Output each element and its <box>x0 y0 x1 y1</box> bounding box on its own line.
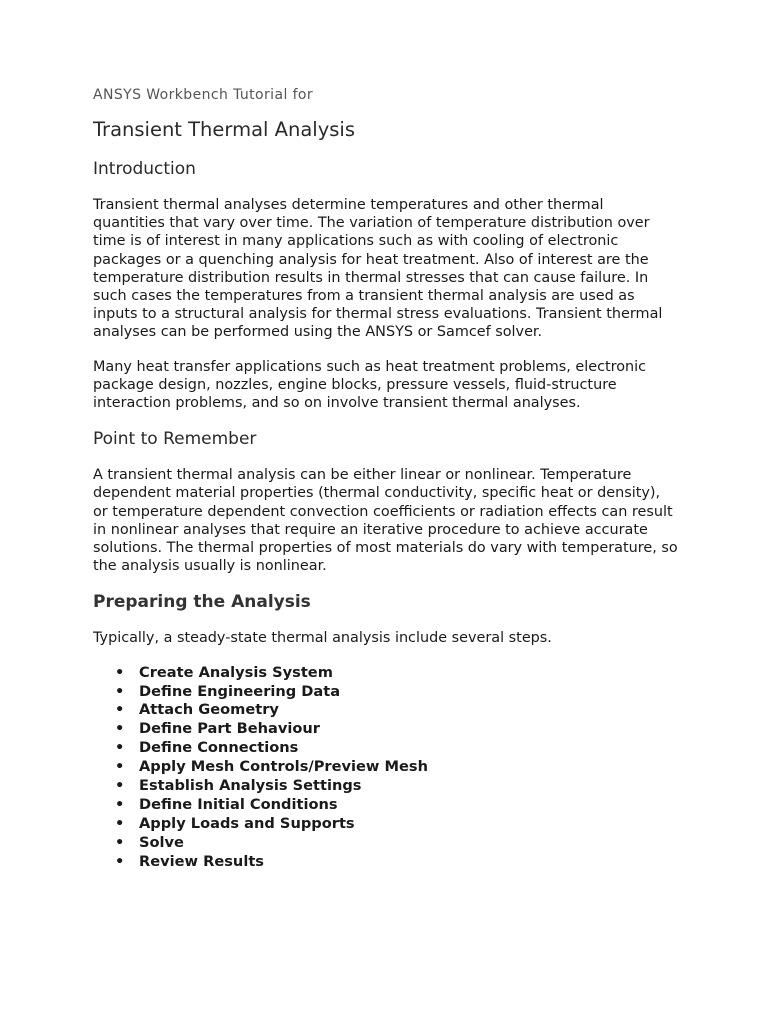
list-item <box>93 664 678 683</box>
bullet-icon: • <box>115 682 125 700</box>
bullet-icon: • <box>115 739 125 757</box>
steps-list <box>93 664 678 872</box>
step-label: Define Connections <box>139 739 299 757</box>
list-item <box>93 815 678 834</box>
step-label: Create Analysis System <box>139 663 333 681</box>
step-label: Define Part Behaviour <box>139 720 320 738</box>
list-item <box>93 853 678 872</box>
paragraph-introduction-2: Many heat transfer applications such as heat treatment problems, electronic package design, nozzles, engine blocks, pressure vessels, fluid-structure interaction problems, and so on involve transient thermal analyses. <box>93 358 647 412</box>
paragraph-preparing-intro: Typically, a steady-state thermal analysis include several steps. <box>93 630 552 647</box>
document-title: Transient Thermal Analysis <box>93 118 355 141</box>
bullet-icon: • <box>115 663 125 681</box>
step-label: Define Initial Conditions <box>139 796 338 813</box>
bullet-icon: • <box>115 720 125 738</box>
bullet-icon: • <box>115 777 125 795</box>
step-label: Review Results <box>139 852 264 870</box>
list-item <box>93 739 678 758</box>
bullet-icon: • <box>115 796 125 813</box>
list-item <box>93 834 678 853</box>
step-label: Apply Loads and Supports <box>139 814 355 832</box>
step-label: Solve <box>139 833 184 851</box>
paragraph-introduction-1: Transient thermal analyses determine temperatures and other thermal quantities that vary over time. The variation of temperature distribution over time is of interest in many applications such as with cooling of electronic packages or a quenching analysis for heat treatment. Also of interest are the temperature distribution results in thermal stresses that can cause failure. In such cases the temperatures from a transient thermal analysis are used as inputs to a structural analysis for thermal stress evaluations. Transient thermal analyses can be performed using the ANSYS or Samcef solver. <box>93 197 663 341</box>
list-item <box>93 720 678 739</box>
section-heading-point-to-remember: Point to Remember <box>93 429 257 450</box>
list-item <box>93 701 678 720</box>
step-label: Apply Mesh Controls/Preview Mesh <box>139 758 428 776</box>
bullet-icon: • <box>115 852 125 870</box>
step-label: Establish Analysis Settings <box>139 777 362 795</box>
step-label: Attach Geometry <box>139 701 279 719</box>
section-heading-introduction: Introduction <box>93 159 196 179</box>
bullet-icon: • <box>115 701 125 719</box>
list-item <box>93 796 678 815</box>
step-label: Define Engineering Data <box>139 682 341 700</box>
list-item <box>93 683 678 702</box>
bullet-icon: • <box>115 814 125 832</box>
paragraph-point-to-remember-1: A transient thermal analysis can be either linear or nonlinear. Temperature dependent material properties (thermal conductivity, specific heat or density), or temperature dependent convection coefficients or radiation effects can result in nonlinear analyses that require an iterative procedure to achieve accurate solutions. The thermal properties of most materials do vary with temperature, so the analysis usually is nonlinear. <box>93 467 678 575</box>
list-item <box>93 777 678 796</box>
bullet-icon: • <box>115 758 125 776</box>
document-pre-title: ANSYS Workbench Tutorial for <box>93 87 314 103</box>
section-heading-preparing: Preparing the Analysis <box>93 592 311 613</box>
bullet-icon: • <box>115 833 125 851</box>
list-item <box>93 758 678 777</box>
